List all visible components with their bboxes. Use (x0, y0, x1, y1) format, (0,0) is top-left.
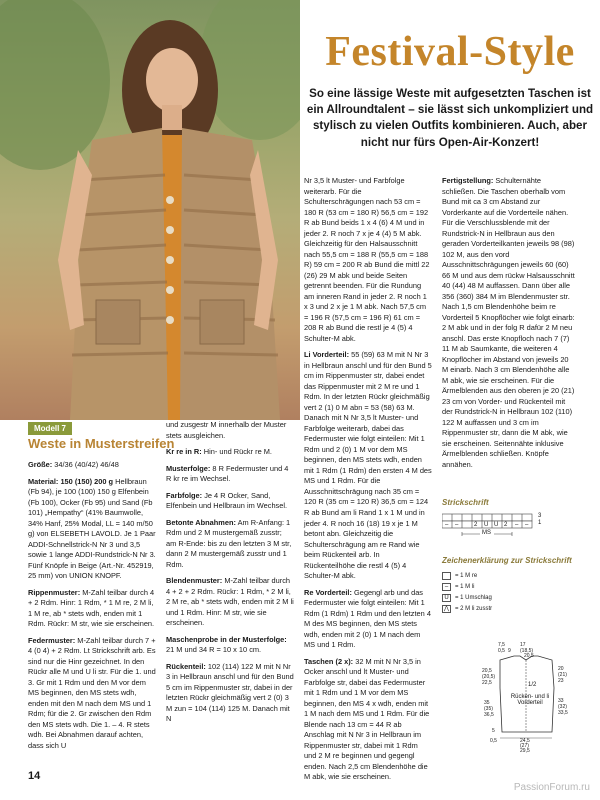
paragraph: Federmuster: M-Zahl teilbar durch 7 + 4 (0 4) + 2 Rdm. Lt Strickschrift arb. Es sind nur die Hinr gezeichnet. In den Rückr alle M und U li str. Für die 1. und 3. Gr mit 1 Rdm und den M vor dem MS beginnen, den MS stets wdh, enden mit den M nach dem MS und 1 Rdm; für die 2. Gr zwischen den Rdm den MS stets wdh. Die 1. – 4. R stets wdh. Bei Abnahmen darauf achten, dass sich U (28, 635, 156, 750)
paragraph: Re Vorderteil: Gegengl arb und das Federmuster wie folgt einteilen: Mit 1 Rdm (1 Rdm) 1 Rdm und den letzten 4 M des MS beginnen, den MS stets wdh, enden mit 2 (0) 1 M nach dem MS und 1 Rdm. (304, 587, 431, 650)
svg-text:–: – (525, 522, 529, 528)
legend-item: – = 1 M li (442, 581, 582, 592)
paragraph: Betonte Abnahmen: Am R-Anfang: 1 Rdm und 2 M mustergemäß zusstr; am R-Ende: bis zu den letzten 3 M str, dann 2 M mustergemäß zusstr und 1 Rdm. (166, 517, 292, 569)
svg-text:–: – (455, 522, 459, 528)
paragraph: Material: 150 (150) 200 g Hellbraun (Fb 94), je 100 (100) 150 g Elfenbein (Fb 100), Ocker (Fb 95) und Sand (Fb 101) „Hempathy“ (41% Baumwolle, 34% Hanf, 25% Modal, LL = 140 m/50 g) von ELSEBETH LAVOLD. Je 1 Paar ADDI-Schnellstrick-N Nr 3 und 3,5 sowie 1 lange ADDI-Rundstrick-N Nr 3. Fünf Knöpfe in Beige (Art.-Nr. 452919, 25 mm) von UNION KNOPF. (28, 476, 156, 581)
svg-text:–: – (515, 522, 519, 528)
paragraph: Kr re in R: Hin- und Rückr re M. (166, 447, 272, 457)
article-title: Festival-Style (325, 29, 575, 75)
paragraph: Rückenteil: 102 (114) 122 M mit N Nr 3 in Hellbraun anschl und für den Bund 5 cm im Rippenmuster str, dabei in der letzten Rückr gleichmäßig vert 2 (0) 3 M zun = 104 (114) 125 M. Danach mit N (166, 661, 294, 724)
paragraph: Blendenmuster: M-Zahl teilbar durch 4 + 2 + 2 Rdm. Rückr: 1 Rdm, * 2 M li, 2 M re, ab * stets wdh, enden mit 2 M li und 1 Rdm. Hinr: M str, wie sie erscheinen. (166, 576, 294, 628)
text-column-1 (28, 460, 156, 757)
paragraph: Taschen (2 x): 32 M mit N Nr 3,5 in Ocker anschl und lt Muster- und Farbfolge str, dabei das Federmuster mit 1 Rdm und 1 M vor dem MS beginnen, den MS 4 x wdh, enden mit 1 M nach dem MS und 1 Rdm. Für die Blende nach 13 cm = 44 R ab Anschlag mit N Nr 3 in Hellbraun im Rippenmuster str, dabei mit 1 Rdm und 2 M re beginnen und gegengl enden. Nach 2,5 cm Blendenhöhe die M abk, wie sie erscheinen. (304, 656, 430, 782)
legend-item: ⋀ = 2 M li zusstr (442, 603, 582, 614)
knitting-chart (442, 510, 582, 540)
model-badge: Modell 7 (28, 422, 72, 435)
pattern-schematic: 1/2 Rücken- und li Vorderteil 7,5 17 (18,5) 20,5 0,5 9 20,5 (20,5) 22,5 35 (35) 36,5 20 (21) 23 33 (32) 33,5 24,5 (27) 29,5 5 0,5 (482, 642, 568, 754)
model-photo (0, 0, 300, 420)
page-number: 14 (28, 770, 41, 782)
svg-text:U: U (484, 522, 489, 528)
paragraph: Größe: 34/36 (40/42) 46/48 (28, 460, 119, 469)
watermark: PassionForum.ru (513, 782, 590, 793)
model-name: Weste in Musterstreifen (28, 436, 175, 451)
svg-text:–: – (445, 522, 449, 528)
text-column-4 (442, 176, 576, 476)
text-column-3 (304, 176, 432, 789)
paragraph: Farbfolge: Je 4 R Ocker, Sand, Elfenbein und Hellbraun im Wechsel. (166, 490, 288, 511)
row-label: 3 (538, 513, 542, 519)
chart-heading: Strickschrift (442, 498, 489, 507)
legend-heading: Zeichenerklärung zur Strickschrift (442, 556, 572, 565)
schematic-half: 1/2 (528, 682, 537, 688)
legend-item: = 1 M re (442, 570, 582, 581)
paragraph: und zusgestr M innerhalb der Muster stets ausgleichen. (166, 420, 287, 440)
svg-text:2: 2 (474, 522, 478, 528)
paragraph: Nr 3,5 lt Muster- und Farbfolge weiterarb. Für die Schulterschrägungen nach 53 cm = 180 R (53 cm = 180 R) 56,5 cm = 192 R ab Bund beids 1 x 4 (6) 4 M und in jeder 2. R noch 7 x je 4 (4) 5 M abk. Gleichzeitig für den Halsausschnitt nach 55,5 cm = 188 R (55,5 cm = 188 R) 59 cm = 200 R ab Bund die mittl 22 (26) 29 M abk und beide Seiten getrennt beenden. Für die Rundung am inneren Rand in jeder 2. R noch 1 x 3 und 2 x je 1 M abk. Nach 57,5 cm = 196 R (57,5 cm = 196 R) 61 cm = 208 R ab Bund die restl je 4 (5) 4 Schulter-M abk. (304, 176, 430, 343)
paragraph: Li Vorderteil: 55 (59) 63 M mit N Nr 3 in Hellbraun anschl und für den Bund 5 cm im Rippenmuster str, dabei endet das Rippenmuster mit 2 M re und 1 Rdm. In der letzten Rückr gleichmäßig vert 2 (1) 0 M abn = 53 (58) 63 M. Danach mit N Nr 3,5 lt Muster- und Farbfolge weiterarb, dabei das Federmuster wie folgt einteilen: Mit 1 Rdm und 2 (0) 1 M vor dem MS beginnen, den MS stets wdh, enden mit 1 Rdm (1 Rdm) den ersten 4 M des MS und 1 Rdm. Für die Ausschnittschrägung nach 35 cm = 120 R (35 cm = 120 R) 36,5 cm = 124 R ab Bund am li Rand 1 x 1 M und in jeder 4. R noch 16 (18) 19 x je 1 M betont abn. Gleichzeitig die Schulterschrägung am re Rand wie beim Rückenteil arb. In Rückenteilhöhe die restl 4 (5) 4 Schulter-M abk. (304, 350, 432, 581)
paragraph: Maschenprobe in der Musterfolge: 21 M und 34 R = 10 x 10 cm. (166, 634, 287, 655)
ms-label: MS (482, 530, 491, 536)
schematic-label: Rücken- und li Vorderteil (510, 694, 550, 706)
svg-text:U: U (494, 522, 499, 528)
row-label: 1 (538, 520, 542, 526)
paragraph: Fertigstellung: Schulternähte schließen. Die Taschen oberhalb vom Bund mit ca 3 cm Abstand zur Vorderkante auf die Vorderteile nähen. Für die Verschlussblende mit der Rundstrick-N in Hellbraun aus den geraden Vorderteilkanten jeweils 98 (98) 102 M, aus den vord Ausschnittschrägungen jeweils 60 (60) 66 M und aus dem rückw Halsausschnitt 40 (44) 48 M auffassen. Dann über alle 356 (360) 384 M im Blendenmuster str. Nach 1,5 cm Blendenhöhe beim re Vorderteil 5 Knopflöcher wie folgt einarb: 2 M abk und in der folg R dafür 2 M neu anschl. Das erste Knopfloch nach 7 (7) 11 M ab Saumkante, die weiteren 4 Knopflöcher im Abstand von jeweils 20 M einarb. Nach 3 cm Blendenhöhe alle M abk, wie sie erscheinen. Für die Ärmelblenden aus den oberen je 20 (21) 23 cm von Vorder- und Rückenteil mit der Rundstrick-N in Hellbraun 102 (110) 122 M auffassen und 3 cm im Rippenmuster str, dann die M abk, wie sie erscheinen. Seitennähte inklusive Ärmelblenden schließen. Knöpfe annähen. (442, 176, 575, 469)
svg-text:2: 2 (504, 522, 508, 528)
chart-legend (442, 570, 582, 614)
paragraph: Musterfolge: 8 R Federmuster und 4 R kr re im Wechsel. (166, 463, 289, 484)
paragraph: Rippenmuster: M-Zahl teilbar durch 4 + 2 Rdm. Hinr: 1 Rdm, * 1 M re, 2 M li, 1 M re, ab * stets wdh, enden mit 1 Rdm. Rückr: M str, wie sie erscheinen. (28, 587, 155, 629)
legend-item: U = 1 Umschlag (442, 592, 582, 603)
article-intro: So eine lässige Weste mit aufgesetzten Taschen ist ein Allroundtalent – sie lässt sich unkompliziert und stylisch zu vielen Outfits kombinieren. Auch, aber nicht nur fürs Open-Air-Konzert! (306, 87, 594, 149)
text-column-2 (166, 420, 294, 731)
